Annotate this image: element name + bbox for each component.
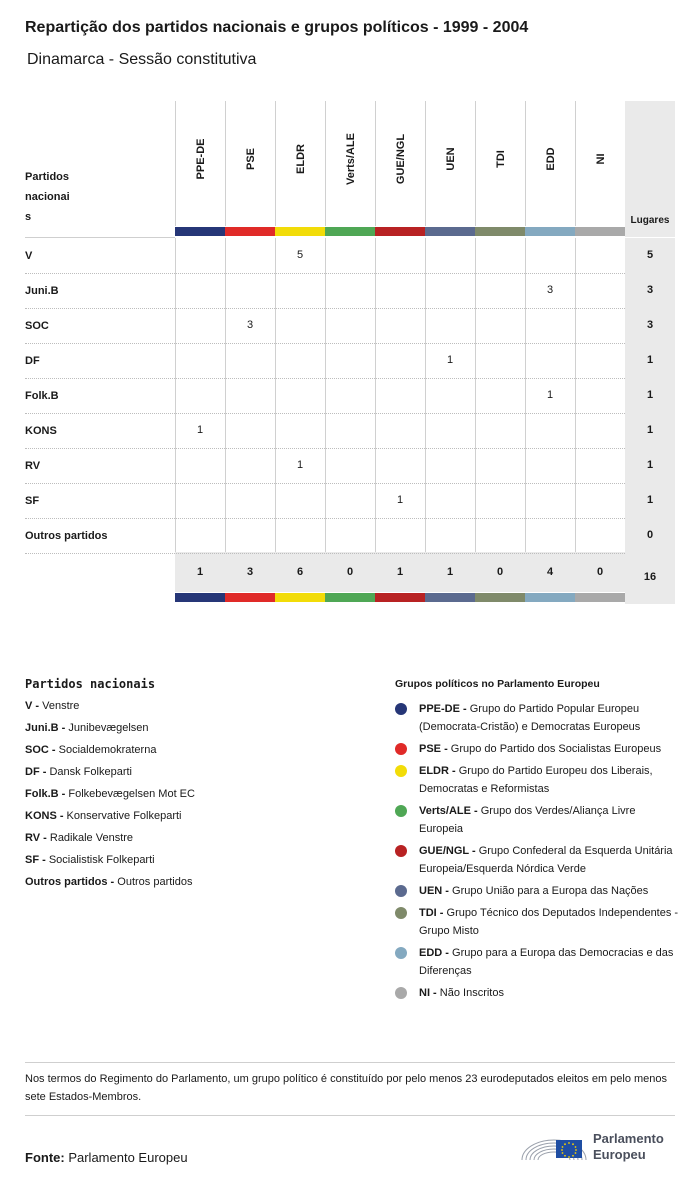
- row-separator: [25, 483, 625, 484]
- group-legend-item: NI - Não Inscritos: [395, 984, 680, 1002]
- party-name: Folk.B: [25, 390, 59, 402]
- group-color-bar: [475, 227, 525, 236]
- group-legend-item: EDD - Grupo para a Europa das Democracias e das Diferenças: [395, 944, 680, 980]
- group-color-dot: [395, 947, 407, 959]
- group-color-bar: [225, 593, 275, 602]
- groups-legend: [395, 700, 680, 1006]
- group-total-cell: 0: [346, 566, 354, 578]
- row-separator: [25, 553, 625, 554]
- row-separator: [25, 378, 625, 379]
- divider: [25, 1062, 675, 1063]
- group-total-cell: 1: [196, 566, 204, 578]
- footnote: Nos termos do Regimento do Parlamento, um grupo político é constituído por pelo menos 23 eurodeputados eleitos em pelo menos sete Estados-Membros.: [25, 1073, 668, 1103]
- party-legend-item: Outros partidos - Outros partidos: [25, 876, 193, 888]
- group-color-dot: [395, 765, 407, 777]
- party-legend-item: V - Venstre: [25, 700, 80, 712]
- source-line: Fonte: Parlamento Europeu: [25, 1150, 188, 1165]
- parties-column-header: Partidos nacionai s: [25, 171, 70, 223]
- group-color-bar: [575, 593, 625, 602]
- table-row: [25, 343, 675, 378]
- row-total-seats: 1: [646, 459, 654, 471]
- party-legend-item: SF - Socialistisk Folkeparti: [25, 854, 155, 866]
- table-row: [25, 448, 675, 483]
- page-title: Repartição dos partidos nacionais e grupos políticos - 1999 - 2004: [25, 19, 529, 36]
- group-total-cell: 1: [446, 566, 454, 578]
- group-color-bar: [525, 593, 575, 602]
- group-color-bar: [175, 227, 225, 236]
- group-color-dot: [395, 845, 407, 857]
- group-color-bar: [325, 227, 375, 236]
- row-separator: [25, 343, 625, 344]
- group-column-header: PPE-DE: [175, 101, 225, 226]
- table-row: [25, 483, 675, 518]
- group-legend-item: TDI - Grupo Técnico dos Deputados Independentes - Grupo Misto: [395, 904, 680, 940]
- group-legend-item: UEN - Grupo União para a Europa das Nações: [395, 882, 680, 900]
- row-separator: [25, 518, 625, 519]
- seat-count-cell: 1: [546, 389, 554, 401]
- group-color-bar: [225, 227, 275, 236]
- row-total-seats: 1: [646, 354, 654, 366]
- party-legend-item: KONS - Konservative Folkeparti: [25, 810, 182, 822]
- page-subtitle: Dinamarca - Sessão constitutiva: [27, 51, 257, 68]
- row-total-seats: 1: [646, 389, 654, 401]
- divider: [25, 1115, 675, 1116]
- group-legend-item: PPE-DE - Grupo do Partido Popular Europeu (Democrata-Cristão) e Democratas Europeus: [395, 700, 680, 736]
- group-color-bar: [375, 227, 425, 236]
- row-separator: [25, 273, 625, 274]
- group-color-bar: [525, 227, 575, 236]
- group-total-cell: 0: [496, 566, 504, 578]
- seat-count-cell: 5: [296, 249, 304, 261]
- group-color-dot: [395, 885, 407, 897]
- group-column-header: NI: [575, 101, 625, 226]
- group-legend-item: PSE - Grupo do Partido dos Socialistas Europeus: [395, 740, 680, 758]
- groups-legend-title: Grupos políticos no Parlamento Europeu: [395, 678, 600, 690]
- party-name: KONS: [25, 425, 57, 437]
- table-row: [25, 378, 675, 413]
- group-color-bar: [175, 593, 225, 602]
- grand-total-seats: 16: [643, 571, 657, 583]
- group-legend-item: GUE/NGL - Grupo Confederal da Esquerda Unitária Europeia/Esquerda Nórdica Verde: [395, 842, 680, 878]
- row-total-seats: 1: [646, 424, 654, 436]
- row-separator: [25, 308, 625, 309]
- group-color-bar: [275, 593, 325, 602]
- group-color-dot: [395, 907, 407, 919]
- party-name: RV: [25, 460, 41, 472]
- row-total-seats: 0: [646, 529, 654, 541]
- table-row: [25, 273, 675, 308]
- row-separator: [25, 448, 625, 449]
- seat-count-cell: 1: [396, 494, 404, 506]
- group-color-bar: [475, 593, 525, 602]
- seat-count-cell: 1: [296, 459, 304, 471]
- row-total-seats: 5: [646, 249, 654, 261]
- group-column-header: PSE: [225, 101, 275, 226]
- party-name: Outros partidos: [25, 530, 108, 542]
- group-color-bar: [275, 227, 325, 236]
- seat-count-cell: 3: [546, 284, 554, 296]
- group-total-cell: 3: [246, 566, 254, 578]
- seats-column-header: Lugares: [625, 101, 675, 237]
- parties-legend-title: Partidos nacionais: [25, 677, 156, 691]
- distribution-table: [25, 101, 675, 604]
- group-column-header: Verts/ALE: [325, 101, 375, 226]
- group-legend-item: ELDR - Grupo do Partido Europeu dos Liberais, Democratas e Reformistas: [395, 762, 680, 798]
- party-legend-item: RV - Radikale Venstre: [25, 832, 134, 844]
- party-legend-item: DF - Dansk Folkeparti: [25, 766, 132, 778]
- group-column-header: EDD: [525, 101, 575, 226]
- group-total-cell: 1: [396, 566, 404, 578]
- group-color-dot: [395, 703, 407, 715]
- parties-legend: [25, 700, 195, 898]
- group-color-bar: [325, 593, 375, 602]
- group-color-bar: [425, 227, 475, 236]
- group-color-dot: [395, 987, 407, 999]
- party-name: Juni.B: [25, 285, 59, 297]
- group-column-header: ELDR: [275, 101, 325, 226]
- party-name: DF: [25, 355, 40, 367]
- seat-count-cell: 3: [246, 319, 254, 331]
- logo-text: Parlamento Europeu: [593, 1131, 664, 1162]
- table-row: [25, 238, 675, 273]
- seat-count-cell: 1: [446, 354, 454, 366]
- group-color-bar: [375, 593, 425, 602]
- party-legend-item: Folk.B - Folkebevægelsen Mot EC: [25, 788, 195, 800]
- group-color-bar: [575, 227, 625, 236]
- party-name: SF: [25, 495, 40, 507]
- table-row: [25, 518, 675, 553]
- group-legend-item: Verts/ALE - Grupo dos Verdes/Aliança Livre Europeia: [395, 802, 680, 838]
- party-name: SOC: [25, 320, 49, 332]
- seat-count-cell: 1: [196, 424, 204, 436]
- group-total-cell: 0: [596, 566, 604, 578]
- group-color-bar: [425, 593, 475, 602]
- row-total-seats: 3: [646, 319, 654, 331]
- party-legend-item: SOC - Socialdemokraterna: [25, 744, 157, 756]
- group-color-dot: [395, 805, 407, 817]
- group-column-header: UEN: [425, 101, 475, 226]
- group-color-dot: [395, 743, 407, 755]
- party-name: V: [25, 250, 33, 262]
- group-column-header: TDI: [475, 101, 525, 226]
- row-total-seats: 3: [646, 284, 654, 296]
- row-total-seats: 1: [646, 494, 654, 506]
- group-column-header: GUE/NGL: [375, 101, 425, 226]
- party-legend-item: Juni.B - Junibevægelsen: [25, 722, 149, 734]
- group-total-cell: 4: [546, 566, 554, 578]
- group-total-cell: 6: [296, 566, 304, 578]
- table-row: [25, 308, 675, 343]
- row-separator: [25, 413, 625, 414]
- table-row: [25, 413, 675, 448]
